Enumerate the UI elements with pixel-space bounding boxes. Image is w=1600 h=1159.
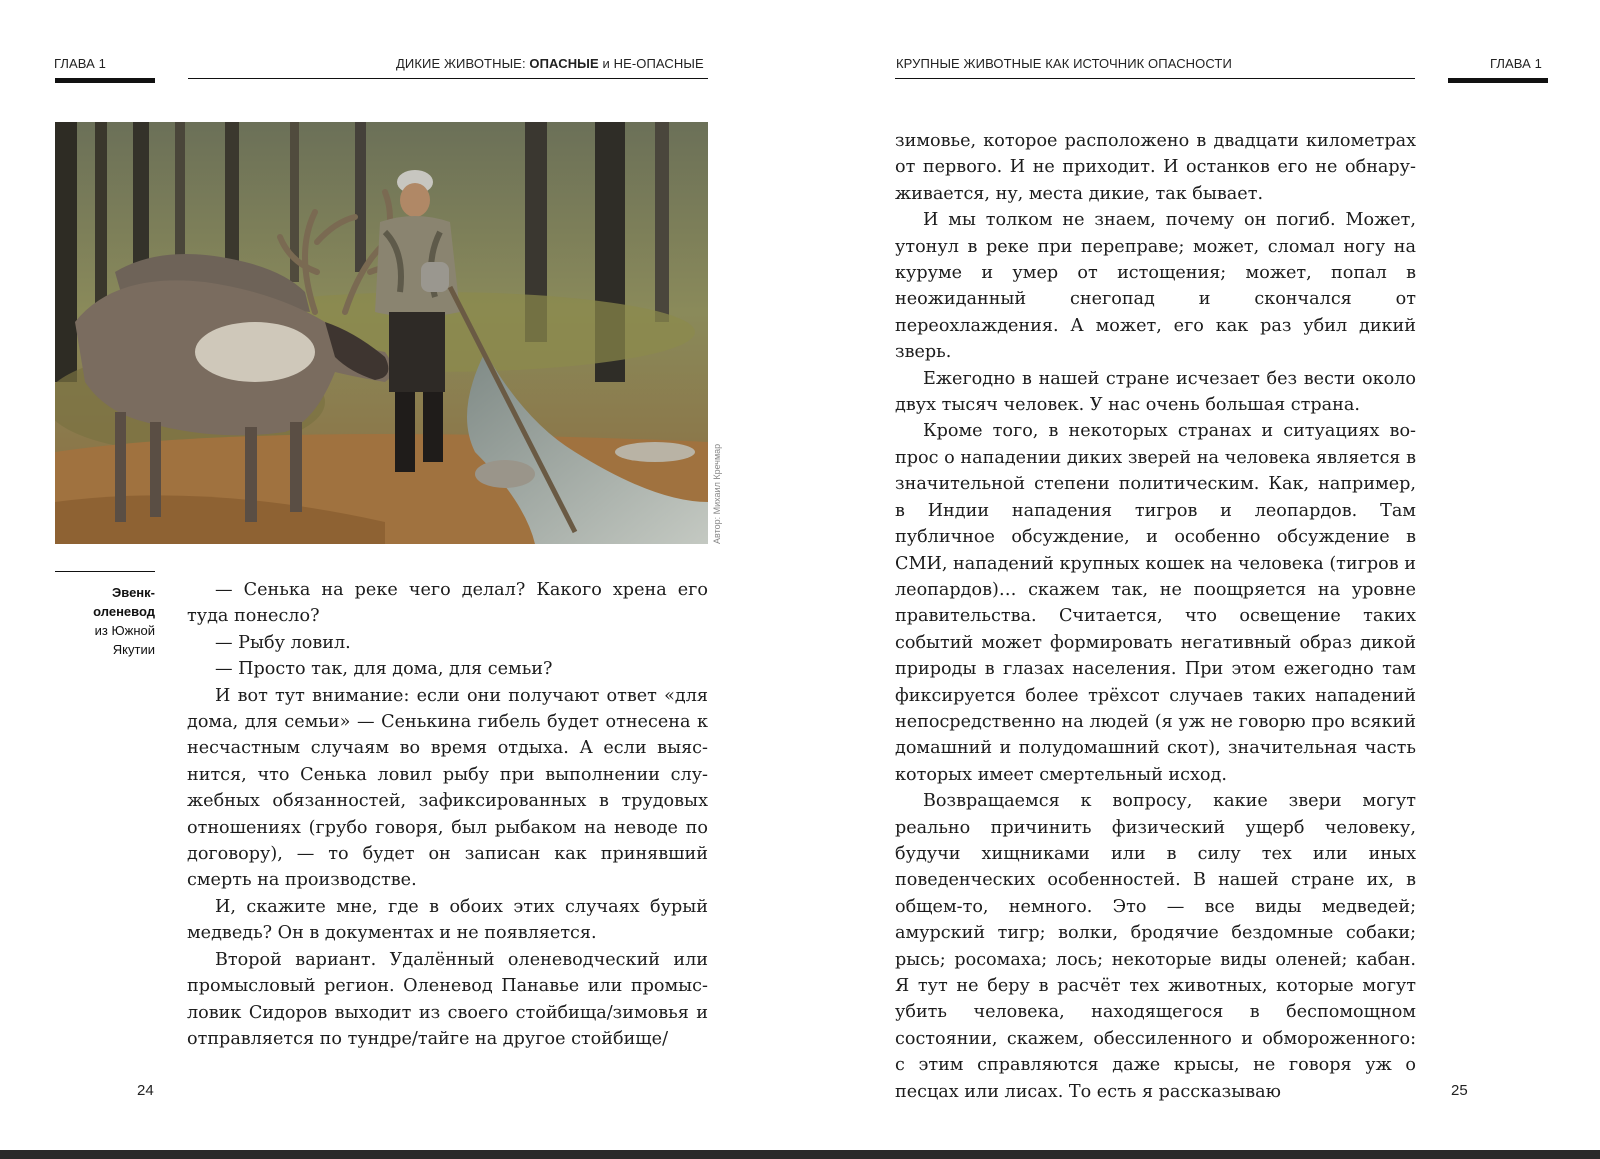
chapter-label: ГЛАВА 1 [1490, 56, 1542, 71]
running-head-part1: ДИКИЕ ЖИВОТНЫЕ: [396, 56, 530, 71]
photo-caption [55, 583, 155, 659]
bottom-edge [0, 1150, 1600, 1159]
left-body-text [187, 577, 708, 1052]
paragraph: И мы толком не знаем, почему он погиб. Может, утонул в реке при переправе; может, сломал ногу на куруме и умер от истощения; может, попал в неожиданный снегопад и скончался от переохлаждения. А может, его как раз убил дикий зверь. [895, 210, 1416, 363]
paragraph: зимовье, которое расположено в двадцати километрах от первого. И не приходит. И останков его не обнаруживается, ну, места дикие, так бывает. [895, 131, 1416, 204]
caption-line-1: Эвенк- [112, 585, 155, 600]
caption-rule [55, 571, 155, 572]
chapter-label: ГЛАВА 1 [54, 56, 106, 71]
reindeer-herder-photo [55, 122, 708, 544]
paragraph: Кроме того, в некоторых странах и ситуациях вопрос о нападении диких зверей на человека является в значительной степени политическим. Как, например, в Индии нападения тигров и леопардов. Там публичное обсуждение, и особенно обсуждение в СМИ, нападений крупных кошек на человека (тигров и леопардов)… скажем так, не поощряется на уровне правительства. Считается, что освещение таких событий может формировать негативный образ дикой природы в глазах населения. При этом ежегодно там фиксируется более трёхсот случаев таких нападений непосредственно на людей (я уж не говорю про всякий домашний и полудомашний скот), значительная часть которых имеет смертельный исход. [895, 421, 1416, 785]
running-head-bold: ОПАСНЫЕ [529, 56, 599, 71]
paragraph: Возвращаемся к вопросу, какие звери могут реально причинить физический ущерб человеку, будучи хищниками или в силу тех или иных поведенческих особенностей. В нашей стране их, в общем-то, немного. Это — все виды медведей; амурский тигр; волки, бродячие бездомные собаки; рысь; росомаха; лось; некоторые виды оленей; кабан. Я тут не беру в расчёт тех животных, которые могут убить человека, находящегося в беспомощном состоянии, скажем, обессиленного и обмороженного: с этим справляются даже крысы, не говоря уж о песцах или лисах. То есть я рассказываю [895, 791, 1416, 1102]
paragraph: — Сенька на реке чего делал? Какого хрена его туда понесло? [187, 580, 708, 627]
paragraph: — Просто так, для дома, для семьи? [215, 659, 553, 680]
running-head: КРУПНЫЕ ЖИВОТНЫЕ КАК ИСТОЧНИК ОПАСНОСТИ [896, 56, 1232, 71]
caption-line-3: из Южной [94, 623, 155, 638]
running-head [396, 57, 704, 71]
photo-credit: Автор: Михаил Кречмар [712, 443, 722, 544]
header-rule [895, 78, 1415, 79]
page-number: 24 [137, 1082, 154, 1099]
caption-line-4: Якутии [112, 642, 155, 657]
chapter-rule [55, 78, 155, 83]
paragraph: И, скажите мне, где в обоих этих случаях бурый медведь? Он в документах и не появляется. [187, 896, 708, 944]
page-number: 25 [1451, 1082, 1468, 1099]
paragraph: Второй вариант. Удалённый оленеводческий или промысловый регион. Оленевод Панавье или промысловик Сидоров выходит из своего стойбища/зимовья и отправляется по тундре/тайге на другое стойбище/ [187, 949, 708, 1049]
paragraph: И вот тут внимание: если они получают ответ «для дома, для семьи» — Сенькина гибель будет отнесена к несчастным случаям во время отдыха. А если выяснится, что Сенька ловил рыбу при выполнении служебных обязанностей, зафиксированных в трудовых отношениях (грубо говоря, был рыбаком на неводе по договору), — то будет он записан как принявший смерть на производстве. [187, 685, 708, 891]
paragraph: Ежегодно в нашей стране исчезает без вести около двух тысяч человек. У нас очень большая страна. [895, 368, 1416, 416]
paragraph: — Рыбу ловил. [215, 632, 351, 653]
caption-line-2: оленевод [93, 604, 155, 619]
left-page [0, 0, 760, 1140]
chapter-rule [1448, 78, 1548, 83]
header-rule [188, 78, 708, 79]
right-body-text [895, 128, 1416, 1105]
running-head-part2: и НЕ-ОПАСНЫЕ [598, 56, 704, 71]
